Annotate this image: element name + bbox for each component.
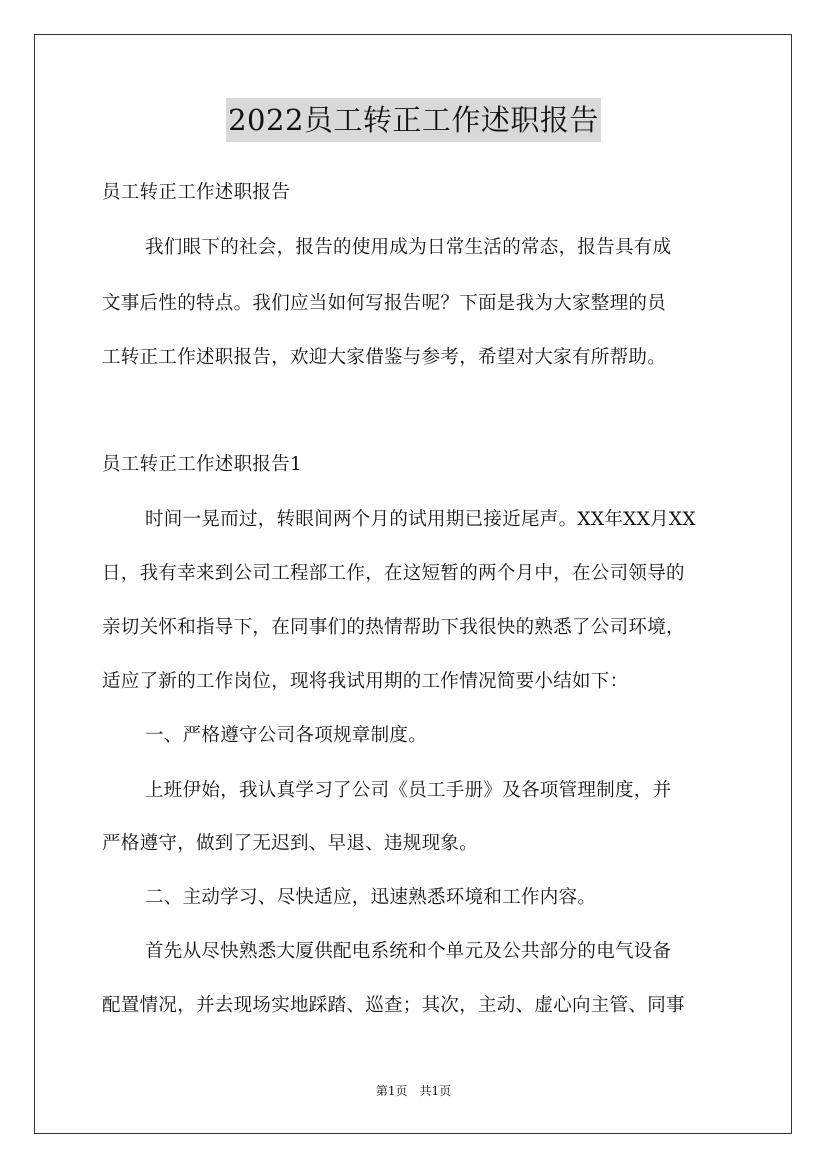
paragraph-line: 适应了新的工作岗位，现将我试用期的工作情况简要小结如下： (102, 671, 629, 692)
paragraph-line: 配置情况，并去现场实地踩踏、巡查；其次，主动、虚心向主管、同事 (102, 995, 685, 1016)
subheading-1: 一、严格遵守公司各项规章制度。 (145, 725, 428, 746)
document-title: 2022员工转正工作述职报告 (226, 98, 601, 142)
paragraph-line: 我们眼下的社会，报告的使用成为日常生活的常态，报告具有成 (145, 237, 672, 258)
paragraph-line: 时间一晃而过，转眼间两个月的试用期已接近尾声。XX年XX月XX (145, 509, 696, 530)
paragraph-line: 工转正工作述职报告，欢迎大家借鉴与参考，希望对大家有所帮助。 (102, 347, 667, 368)
page-number-footer: 第1页 共1页 (375, 1084, 452, 1098)
paragraph-line: 严格遵守，做到了无迟到、早退、违规现象。 (102, 833, 479, 854)
paragraph-line: 上班伊始，我认真学习了公司《员工手册》及各项管理制度，并 (145, 780, 672, 801)
section-heading: 员工转正工作述职报告1 (102, 454, 303, 475)
intro-heading: 员工转正工作述职报告 (102, 182, 291, 203)
paragraph-line: 首先从尽快熟悉大厦供配电系统和个单元及公共部分的电气设备 (145, 941, 672, 962)
paragraph-line: 日，我有幸来到公司工程部工作，在这短暂的两个月中，在公司领导的 (102, 563, 685, 584)
title-container (0, 98, 827, 142)
subheading-2: 二、主动学习、尽快适应，迅速熟悉环境和工作内容。 (145, 887, 597, 908)
paragraph-line: 文事后性的特点。我们应当如何写报告呢？下面是我为大家整理的员 (102, 293, 667, 314)
paragraph-line: 亲切关怀和指导下，在同事们的热情帮助下我很快的熟悉了公司环境， (102, 617, 685, 638)
